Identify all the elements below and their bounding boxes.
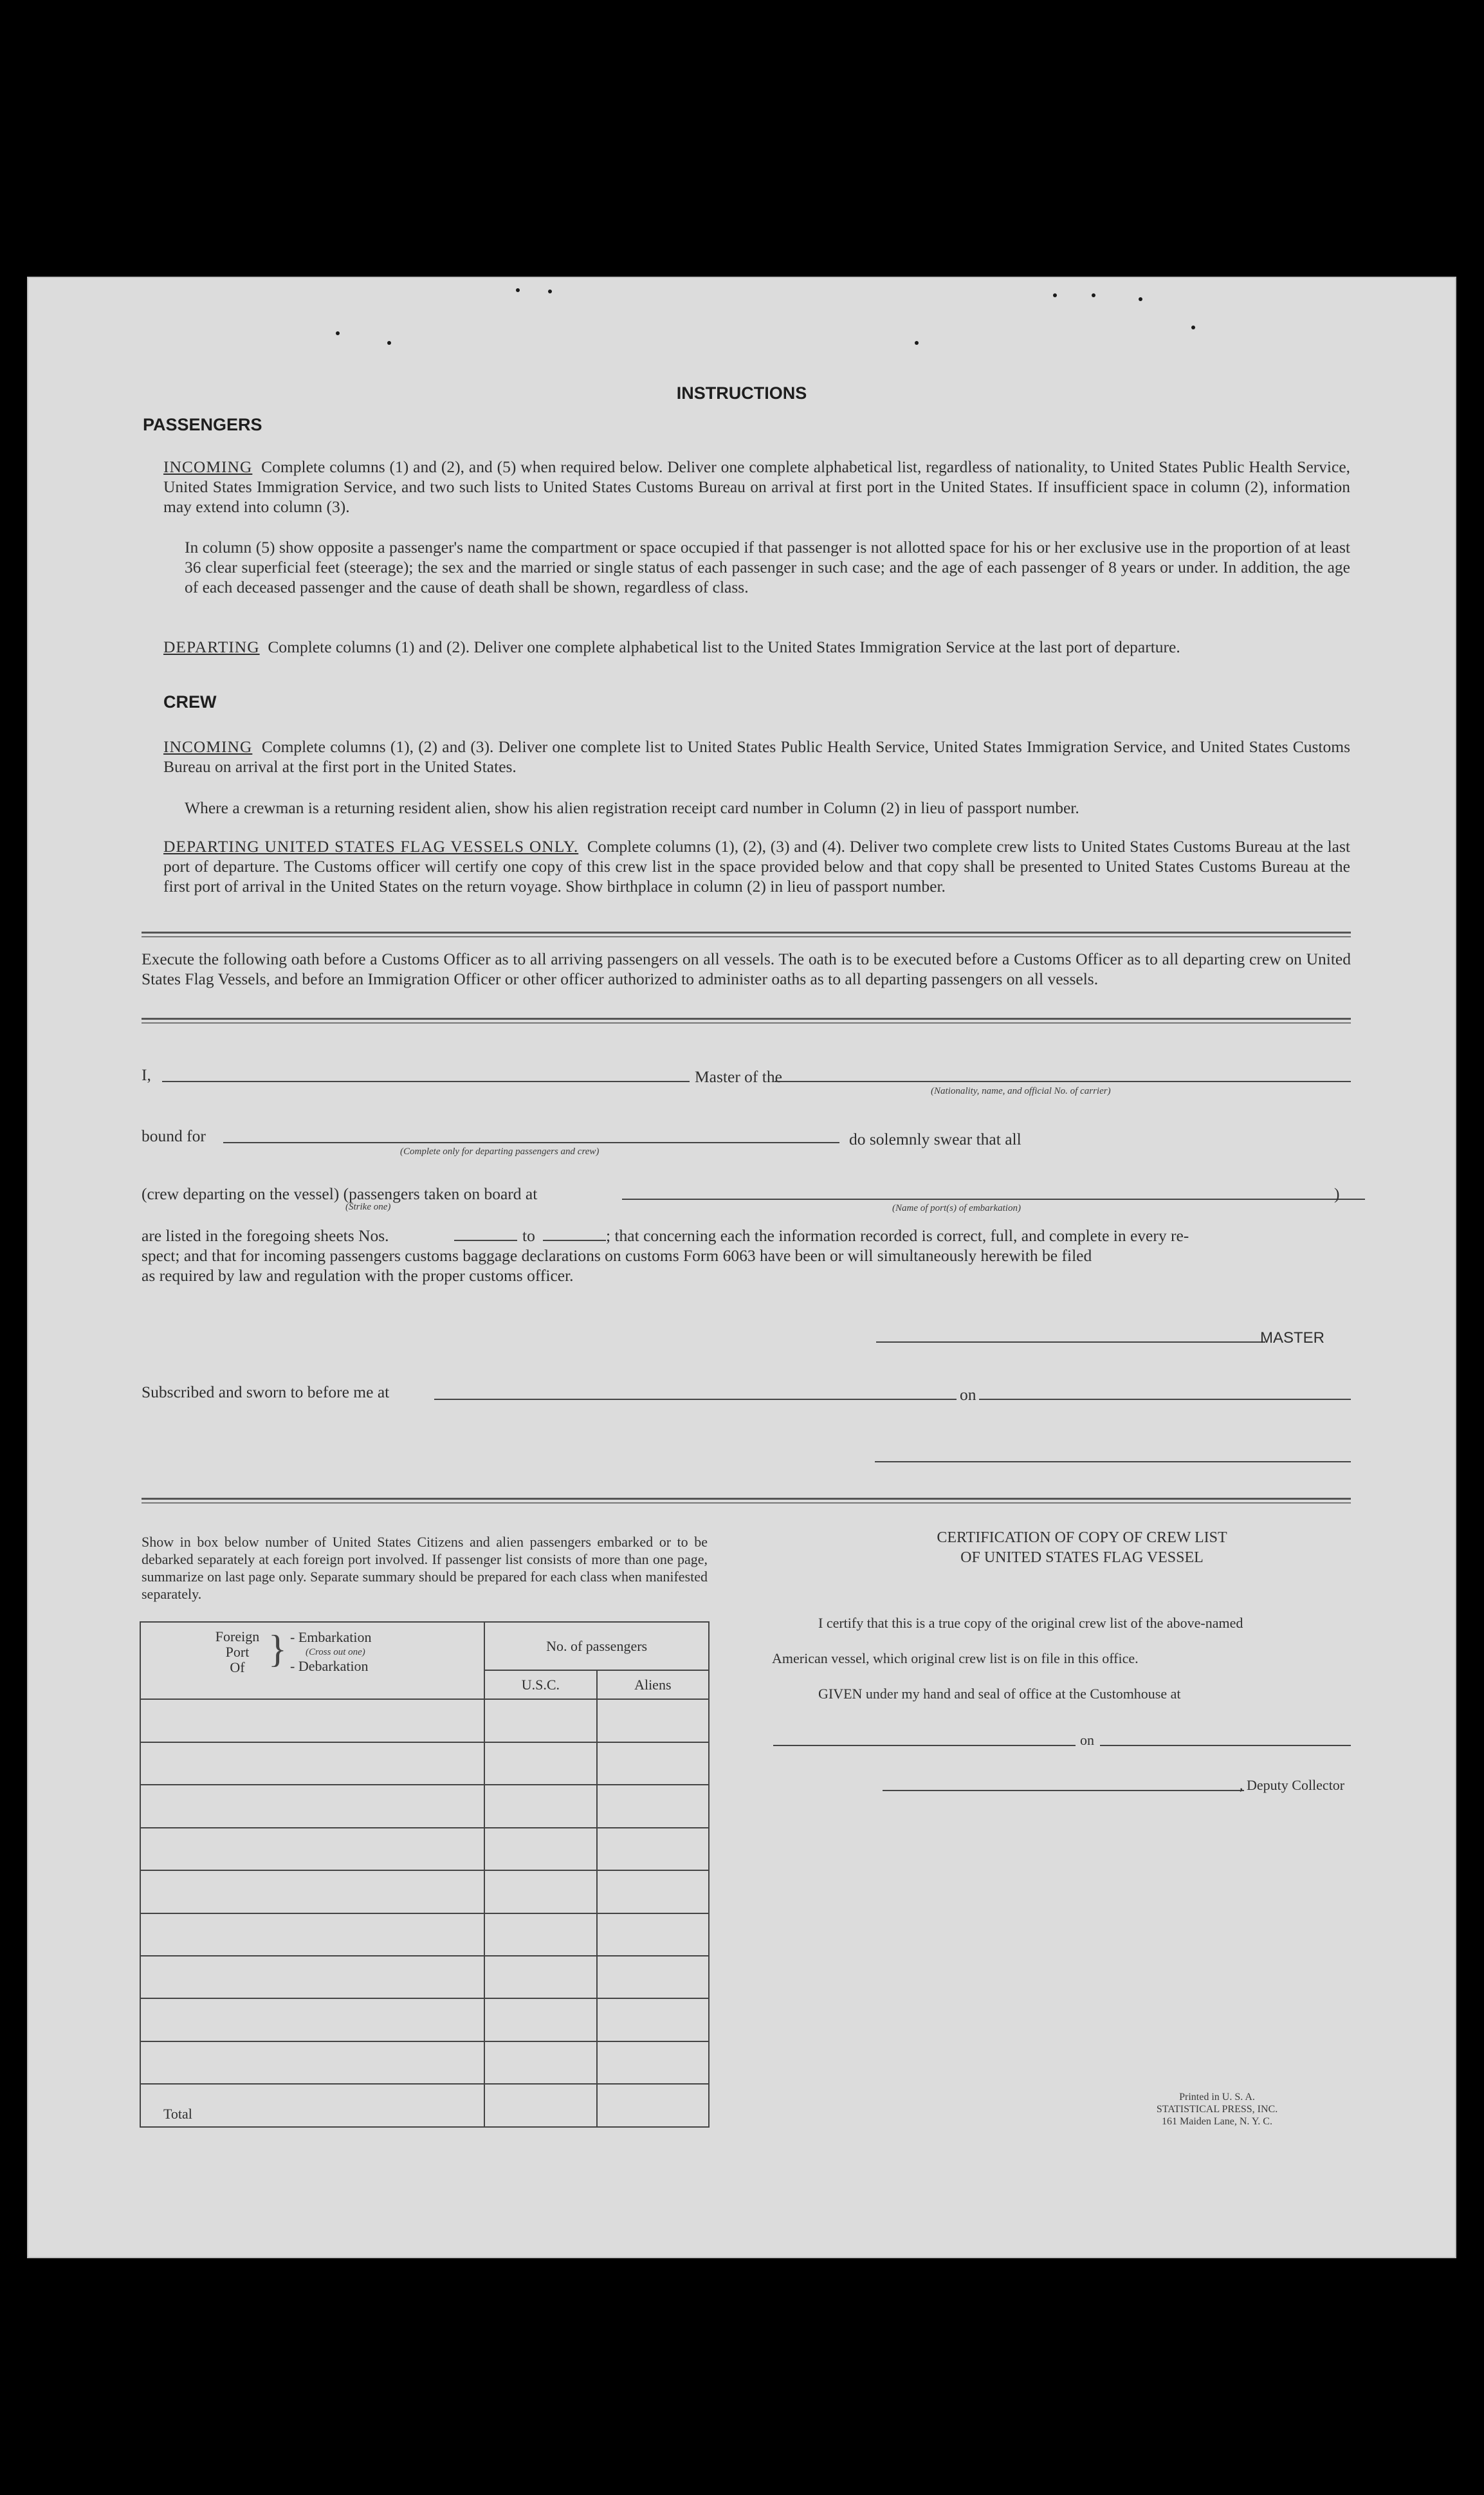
deputy-collector-label: , Deputy Collector (1240, 1777, 1345, 1793)
passenger-summary-table (140, 1621, 710, 2128)
aliens-cell[interactable] (597, 2041, 709, 2084)
bound-for-label: bound for (142, 1127, 206, 1145)
speck (387, 341, 391, 345)
usc-cell[interactable] (484, 1998, 596, 2041)
speck (915, 341, 919, 345)
usc-cell[interactable] (484, 1699, 596, 1742)
port-label: Port (225, 1644, 250, 1660)
speck (1053, 293, 1057, 297)
port-cell[interactable] (140, 1956, 484, 1998)
certification-title-line2: OF UNITED STATES FLAG VESSEL (960, 1549, 1204, 1566)
port-cell[interactable] (140, 1870, 484, 1913)
usc-cell[interactable] (484, 1870, 596, 1913)
instructions-title: INSTRUCTIONS (676, 383, 807, 403)
passengers-incoming-paragraph (163, 457, 1350, 517)
subscribed-on-label: on (960, 1385, 976, 1404)
listed-text-3: spect; and that for incoming passengers customs baggage declarations on customs Form 6063 have been or will simultaneously herewith be filed (142, 1246, 1092, 1265)
speck (336, 331, 340, 335)
port-note: (Name of port(s) of embarkation) (892, 1203, 1021, 1213)
nationality-note: (Nationality, name, and official No. of carrier) (931, 1086, 1111, 1096)
master-of-the-label: Master of the (695, 1067, 782, 1086)
divider (142, 1018, 1351, 1024)
strike-one-note: (Strike one) (345, 1202, 391, 1212)
aliens-header: Aliens (597, 1670, 709, 1699)
certification-on-label: on (1080, 1732, 1094, 1748)
passengers-departing-text: Complete columns (1) and (2). Deliver one complete alphabetical list to the United States Immigration Service at the last port of departure. (268, 638, 1180, 656)
crew-incoming-paragraph (163, 737, 1350, 777)
usc-cell[interactable] (484, 1742, 596, 1785)
listed-text-4: as required by law and regulation with the proper customs officer. (142, 1266, 574, 1285)
foreign-label: Foreign (215, 1628, 260, 1644)
divider (142, 1498, 1351, 1504)
master-name-line[interactable] (162, 1081, 690, 1082)
subscribed-label: Subscribed and sworn to before me at (142, 1383, 390, 1401)
sheet-from-line[interactable] (454, 1240, 517, 1241)
crew-departing-paragraph (163, 836, 1350, 896)
printer-line-1: Printed in U. S. A. (1179, 2092, 1255, 2103)
passengers-departing-paragraph (163, 637, 1350, 657)
master-signature-line[interactable] (876, 1341, 1265, 1343)
passengers-incoming-label: INCOMING (163, 457, 253, 476)
of-label: Of (230, 1659, 245, 1675)
certification-date-line[interactable] (1100, 1745, 1351, 1746)
aliens-cell[interactable] (597, 1699, 709, 1742)
oath-instruction: Execute the following oath before a Customs Officer as to all arriving passengers on all vessels. The oath is to be executed before a Customs Officer as to all departing crew on United States Flag Vessels, and before an Immigration Officer or other officer authorized to administer oaths as to all departing passengers on all vessels. (142, 950, 1351, 988)
usc-total-cell[interactable] (484, 2084, 596, 2127)
port-cell[interactable] (140, 1785, 484, 1827)
usc-cell[interactable] (484, 2041, 596, 2084)
debarkation-label[interactable]: - Debarkation (290, 1658, 369, 1674)
divider (142, 932, 1351, 937)
given-text: GIVEN under my hand and seal of office at the Customhouse at (818, 1686, 1181, 1702)
table-row (140, 1870, 709, 1913)
certify-line-2: American vessel, which original crew list is on file in this office. (772, 1650, 1139, 1666)
subscribed-date-line[interactable] (979, 1399, 1351, 1400)
embarkation-port-line[interactable] (622, 1199, 1365, 1200)
passengers-column5-paragraph: In column (5) show opposite a passenger's name the compartment or space occupied if that passenger is not allotted space for his or her exclusive use in the proportion of at least 36 clear superficial feet (steerage); the sex and the married or single status of each passenger in such case; and the age of each passenger of 8 years or under. In addition, the age of each deceased passenger and the cause of death shall be shown, regardless of class. (185, 538, 1350, 596)
no-of-passengers-header: No. of passengers (484, 1622, 709, 1670)
port-cell[interactable] (140, 1998, 484, 2041)
deputy-signature-line[interactable] (883, 1790, 1244, 1791)
port-cell[interactable] (140, 1913, 484, 1956)
table-row (140, 1699, 709, 1742)
certification-title-line1: CERTIFICATION OF COPY OF CREW LIST (937, 1529, 1227, 1546)
usc-cell[interactable] (484, 1828, 596, 1870)
crew-departing-text: Complete columns (1), (2), (3) and (4). Deliver two complete crew lists to United States Customs Bureau at the last port of departure. The Customs officer will certify one copy of this crew list in the space provided below and that copy shall be presented to United States Customs Bureau at the first port of arrival in the United States on the return voyage. Show birthplace in column (2) in lieu of passport number. (163, 837, 1350, 896)
customhouse-line[interactable] (773, 1745, 1076, 1746)
crew-incoming-text: Complete columns (1), (2) and (3). Deliver one complete list to United States Public Health Service, United States Immigration Service, and United States Customs Bureau on arrival at the first port in the United States. (163, 737, 1351, 776)
brace-icon: } (268, 1628, 287, 1670)
aliens-cell[interactable] (597, 1828, 709, 1870)
cross-out-note: (Cross out one) (306, 1647, 365, 1657)
crew-returning-paragraph: Where a crewman is a returning resident alien, show his alien registration receipt card number in Column (2) in lieu of passport number. (185, 798, 1079, 817)
to-label: to (522, 1226, 535, 1245)
crew-heading: CREW (163, 692, 217, 712)
usc-cell[interactable] (484, 1956, 596, 1998)
form-page (27, 277, 1456, 2258)
passengers-heading: PASSENGERS (143, 415, 262, 434)
aliens-cell[interactable] (597, 1913, 709, 1956)
sheet-to-line[interactable] (543, 1240, 606, 1241)
passengers-departing-label: DEPARTING (163, 638, 260, 656)
table-row (140, 1956, 709, 1998)
port-cell[interactable] (140, 1828, 484, 1870)
table-row (140, 1785, 709, 1827)
table-row (140, 1742, 709, 1785)
usc-header: U.S.C. (484, 1670, 596, 1699)
speck (516, 288, 520, 292)
certify-line-1: I certify that this is a true copy of the original crew list of the above-named (818, 1615, 1243, 1631)
listed-text-2: ; that concerning each the information recorded is correct, full, and complete in every re- (606, 1226, 1189, 1245)
foreign-port-header (140, 1622, 484, 1699)
total-label: Total (140, 2084, 484, 2127)
crew-departing-label: DEPARTING UNITED STATES FLAG VESSELS ONLY. (163, 837, 579, 856)
aliens-cell[interactable] (597, 1956, 709, 1998)
aliens-cell[interactable] (597, 1742, 709, 1785)
crew-departing-oath: (crew departing on the vessel) (passengers taken on board at (142, 1184, 538, 1203)
passengers-incoming-text: Complete columns (1) and (2), and (5) when required below. Deliver one complete alphabetical list, regardless of nationality, to United States Public Health Service, United States Immigration Service, and two such lists to United States Customs Bureau on arrival at first port in the United States. If insufficient space in column (2), information may extend into column (3). (163, 457, 1351, 516)
speck (548, 290, 552, 293)
subscribed-place-line[interactable] (434, 1399, 957, 1400)
usc-cell[interactable] (484, 1785, 596, 1827)
usc-cell[interactable] (484, 1913, 596, 1956)
port-cell[interactable] (140, 2041, 484, 2084)
aliens-total-cell[interactable] (597, 2084, 709, 2127)
embarkation-label[interactable]: - Embarkation (290, 1629, 372, 1645)
swear-label: do solemnly swear that all (849, 1130, 1021, 1148)
port-cell[interactable] (140, 1699, 484, 1742)
aliens-cell[interactable] (597, 1785, 709, 1827)
close-paren: ) (1334, 1184, 1340, 1203)
printer-line-2: STATISTICAL PRESS, INC. (1156, 2104, 1278, 2115)
speck (1092, 293, 1095, 297)
speck (1139, 297, 1142, 301)
destination-line[interactable] (223, 1142, 839, 1143)
port-cell[interactable] (140, 1742, 484, 1785)
master-label: MASTER (1260, 1329, 1325, 1347)
table-row (140, 1913, 709, 1956)
summary-instruction: Show in box below number of United States Citizens and alien passengers embarked or to be debarked separately at each foreign port involved. If passenger list consists of more than one page, summarize on last page only. Separate summary should be prepared for each class when manifested separately. (142, 1534, 708, 1602)
bound-note: (Complete only for departing passengers and crew) (400, 1146, 600, 1157)
table-row (140, 2041, 709, 2084)
crew-incoming-label: INCOMING (163, 737, 253, 756)
aliens-cell[interactable] (597, 1870, 709, 1913)
carrier-line[interactable] (774, 1081, 1351, 1082)
aliens-cell[interactable] (597, 1998, 709, 2041)
printer-line-3: 161 Maiden Lane, N. Y. C. (1162, 2116, 1272, 2127)
oath-i-label: I, (142, 1065, 151, 1084)
table-row (140, 1828, 709, 1870)
officer-signature-line[interactable] (875, 1461, 1351, 1462)
table-row (140, 1998, 709, 2041)
speck (1191, 326, 1195, 329)
listed-text-1: are listed in the foregoing sheets Nos. (142, 1226, 389, 1245)
total-row (140, 2084, 709, 2127)
